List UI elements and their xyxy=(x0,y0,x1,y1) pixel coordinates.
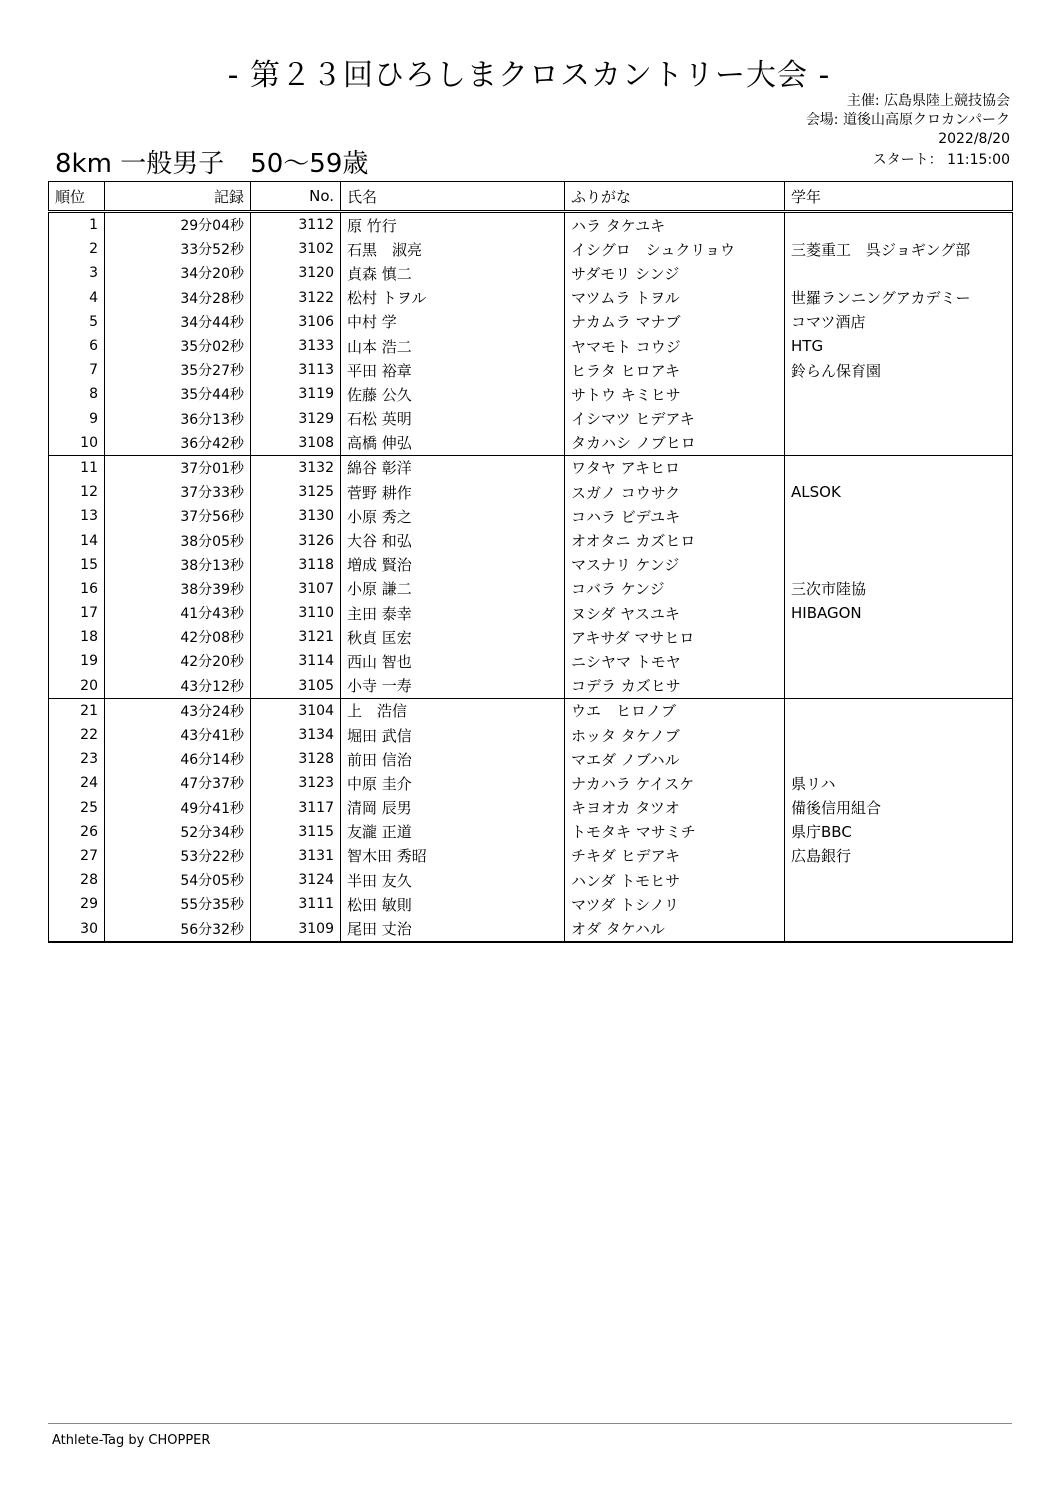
time-cell: 53分22秒 xyxy=(105,844,251,868)
header-name: 氏名 xyxy=(341,182,565,212)
time-cell: 41分43秒 xyxy=(105,601,251,625)
name-cell: 大谷 和弘 xyxy=(341,528,565,552)
table-row xyxy=(49,747,1013,771)
header-no: No. xyxy=(251,182,341,212)
bib-number-cell: 3110 xyxy=(251,601,341,625)
time-cell: 34分28秒 xyxy=(105,286,251,310)
team-cell: HIBAGON xyxy=(785,601,1013,625)
bib-number-cell: 3131 xyxy=(251,844,341,868)
kana-cell: キヨオカ タツオ xyxy=(565,796,785,820)
team-cell xyxy=(785,528,1013,552)
table-row xyxy=(49,674,1013,699)
kana-cell: マスナリ ケンジ xyxy=(565,553,785,577)
team-cell: 三次市陸協 xyxy=(785,577,1013,601)
table-row xyxy=(49,844,1013,868)
kana-cell: ハンダ トモヒサ xyxy=(565,868,785,892)
rank-cell: 16 xyxy=(49,577,105,601)
time-cell: 42分08秒 xyxy=(105,625,251,649)
team-cell xyxy=(785,504,1013,528)
header-rank: 順位 xyxy=(49,182,105,212)
bib-number-cell: 3128 xyxy=(251,747,341,771)
results-table xyxy=(48,181,1013,943)
team-cell xyxy=(785,553,1013,577)
kana-cell: サダモリ シンジ xyxy=(565,261,785,285)
kana-cell: コデラ カズヒサ xyxy=(565,674,785,699)
bib-number-cell: 3121 xyxy=(251,625,341,649)
kana-cell: ニシヤマ トモヤ xyxy=(565,649,785,673)
name-cell: 佐藤 公久 xyxy=(341,382,565,406)
rank-cell: 23 xyxy=(49,747,105,771)
team-cell: コマツ酒店 xyxy=(785,310,1013,334)
rank-cell: 9 xyxy=(49,407,105,431)
name-cell: 菅野 耕作 xyxy=(341,480,565,504)
time-cell: 37分56秒 xyxy=(105,504,251,528)
table-row xyxy=(49,382,1013,406)
rank-cell: 29 xyxy=(49,892,105,916)
time-cell: 36分13秒 xyxy=(105,407,251,431)
table-row xyxy=(49,601,1013,625)
bib-number-cell: 3102 xyxy=(251,237,341,261)
table-row xyxy=(49,358,1013,382)
time-cell: 38分05秒 xyxy=(105,528,251,552)
time-cell: 34分20秒 xyxy=(105,261,251,285)
name-cell: 貞森 慎二 xyxy=(341,261,565,285)
time-cell: 35分44秒 xyxy=(105,382,251,406)
date-text: 2022/8/20 xyxy=(938,131,1010,147)
rank-cell: 21 xyxy=(49,698,105,723)
kana-cell: コバラ ケンジ xyxy=(565,577,785,601)
name-cell: 智木田 秀昭 xyxy=(341,844,565,868)
time-cell: 37分33秒 xyxy=(105,480,251,504)
organizer-text: 主催: 広島県陸上競技協会 xyxy=(846,93,1010,109)
team-cell xyxy=(785,916,1013,941)
name-cell: 尾田 丈治 xyxy=(341,916,565,941)
team-cell xyxy=(785,455,1013,480)
time-cell: 49分41秒 xyxy=(105,796,251,820)
rank-cell: 4 xyxy=(49,286,105,310)
bib-number-cell: 3124 xyxy=(251,868,341,892)
kana-cell: スガノ コウサク xyxy=(565,480,785,504)
name-cell: 清岡 辰男 xyxy=(341,796,565,820)
team-cell: 広島銀行 xyxy=(785,844,1013,868)
rank-cell: 19 xyxy=(49,649,105,673)
rank-cell: 11 xyxy=(49,455,105,480)
bib-number-cell: 3108 xyxy=(251,431,341,456)
table-row xyxy=(49,698,1013,723)
table-row xyxy=(49,796,1013,820)
bib-number-cell: 3133 xyxy=(251,334,341,358)
team-cell xyxy=(785,698,1013,723)
table-row xyxy=(49,480,1013,504)
name-cell: 中原 圭介 xyxy=(341,771,565,795)
rank-cell: 24 xyxy=(49,771,105,795)
rank-cell: 7 xyxy=(49,358,105,382)
team-cell: 県庁BBC xyxy=(785,820,1013,844)
header-time: 記録 xyxy=(105,182,251,212)
name-cell: 前田 信治 xyxy=(341,747,565,771)
kana-cell: ヤマモト コウジ xyxy=(565,334,785,358)
rank-cell: 3 xyxy=(49,261,105,285)
footer-divider xyxy=(48,1423,1012,1424)
team-cell: 鈴らん保育園 xyxy=(785,358,1013,382)
time-cell: 35分02秒 xyxy=(105,334,251,358)
name-cell: 友瀧 正道 xyxy=(341,820,565,844)
time-cell: 43分24秒 xyxy=(105,698,251,723)
bib-number-cell: 3125 xyxy=(251,480,341,504)
rank-cell: 13 xyxy=(49,504,105,528)
rank-cell: 27 xyxy=(49,844,105,868)
bib-number-cell: 3113 xyxy=(251,358,341,382)
bib-number-cell: 3126 xyxy=(251,528,341,552)
bib-number-cell: 3114 xyxy=(251,649,341,673)
time-cell: 33分52秒 xyxy=(105,237,251,261)
table-row xyxy=(49,723,1013,747)
time-cell: 36分42秒 xyxy=(105,431,251,456)
kana-cell: オオタニ カズヒロ xyxy=(565,528,785,552)
category-heading: 8km 一般男子 50～59歳 xyxy=(55,149,369,179)
bib-number-cell: 3115 xyxy=(251,820,341,844)
bib-number-cell: 3106 xyxy=(251,310,341,334)
table-row xyxy=(49,868,1013,892)
table-row xyxy=(49,261,1013,285)
footer-credit: Athlete-Tag by CHOPPER xyxy=(52,1433,211,1448)
bib-number-cell: 3112 xyxy=(251,212,341,238)
name-cell: 上 浩信 xyxy=(341,698,565,723)
rank-cell: 15 xyxy=(49,553,105,577)
name-cell: 松田 敏則 xyxy=(341,892,565,916)
name-cell: 西山 智也 xyxy=(341,649,565,673)
kana-cell: コハラ ビデユキ xyxy=(565,504,785,528)
team-cell xyxy=(785,674,1013,699)
kana-cell: ホッタ タケノブ xyxy=(565,723,785,747)
team-cell xyxy=(785,212,1013,238)
page-title: - 第２３回ひろしまクロスカントリー大会 - xyxy=(227,58,831,93)
table-row xyxy=(49,310,1013,334)
time-cell: 29分04秒 xyxy=(105,212,251,238)
team-cell xyxy=(785,892,1013,916)
table-row xyxy=(49,431,1013,456)
rank-cell: 1 xyxy=(49,212,105,238)
name-cell: 中村 学 xyxy=(341,310,565,334)
bib-number-cell: 3132 xyxy=(251,455,341,480)
name-cell: 原 竹行 xyxy=(341,212,565,238)
rank-cell: 2 xyxy=(49,237,105,261)
bib-number-cell: 3129 xyxy=(251,407,341,431)
results-body xyxy=(49,212,1013,942)
time-cell: 37分01秒 xyxy=(105,455,251,480)
bib-number-cell: 3134 xyxy=(251,723,341,747)
kana-cell: マツダ トシノリ xyxy=(565,892,785,916)
rank-cell: 20 xyxy=(49,674,105,699)
rank-cell: 30 xyxy=(49,916,105,941)
rank-cell: 22 xyxy=(49,723,105,747)
time-cell: 55分35秒 xyxy=(105,892,251,916)
bib-number-cell: 3118 xyxy=(251,553,341,577)
rank-cell: 14 xyxy=(49,528,105,552)
bib-number-cell: 3130 xyxy=(251,504,341,528)
kana-cell: イシマツ ヒデアキ xyxy=(565,407,785,431)
time-cell: 34分44秒 xyxy=(105,310,251,334)
rank-cell: 18 xyxy=(49,625,105,649)
team-cell xyxy=(785,407,1013,431)
name-cell: 松村 トヲル xyxy=(341,286,565,310)
table-row xyxy=(49,286,1013,310)
team-cell xyxy=(785,747,1013,771)
table-header-row xyxy=(49,182,1013,212)
time-cell: 46分14秒 xyxy=(105,747,251,771)
table-row xyxy=(49,553,1013,577)
bib-number-cell: 3120 xyxy=(251,261,341,285)
team-cell: HTG xyxy=(785,334,1013,358)
time-cell: 38分13秒 xyxy=(105,553,251,577)
time-cell: 43分12秒 xyxy=(105,674,251,699)
name-cell: 増成 賢治 xyxy=(341,553,565,577)
team-cell xyxy=(785,382,1013,406)
name-cell: 山本 浩二 xyxy=(341,334,565,358)
name-cell: 石黒 淑亮 xyxy=(341,237,565,261)
team-cell: 備後信用組合 xyxy=(785,796,1013,820)
time-cell: 42分20秒 xyxy=(105,649,251,673)
rank-cell: 10 xyxy=(49,431,105,456)
kana-cell: ハラ タケユキ xyxy=(565,212,785,238)
bib-number-cell: 3107 xyxy=(251,577,341,601)
table-row xyxy=(49,892,1013,916)
rank-cell: 5 xyxy=(49,310,105,334)
table-row xyxy=(49,771,1013,795)
time-cell: 52分34秒 xyxy=(105,820,251,844)
time-cell: 38分39秒 xyxy=(105,577,251,601)
table-row xyxy=(49,820,1013,844)
bib-number-cell: 3123 xyxy=(251,771,341,795)
rank-cell: 6 xyxy=(49,334,105,358)
name-cell: 綿谷 彰洋 xyxy=(341,455,565,480)
header-team: 学年 xyxy=(785,182,1013,212)
bib-number-cell: 3117 xyxy=(251,796,341,820)
kana-cell: ヌシダ ヤスユキ xyxy=(565,601,785,625)
time-cell: 35分27秒 xyxy=(105,358,251,382)
team-cell xyxy=(785,649,1013,673)
kana-cell: チキダ ヒデアキ xyxy=(565,844,785,868)
name-cell: 石松 英明 xyxy=(341,407,565,431)
table-row xyxy=(49,407,1013,431)
kana-cell: ウエ ヒロノブ xyxy=(565,698,785,723)
table-row xyxy=(49,916,1013,941)
team-cell xyxy=(785,723,1013,747)
team-cell xyxy=(785,868,1013,892)
kana-cell: ナカムラ マナブ xyxy=(565,310,785,334)
kana-cell: アキサダ マサヒロ xyxy=(565,625,785,649)
start-time-text: スタート： 11:15:00 xyxy=(872,152,1010,168)
name-cell: 堀田 武信 xyxy=(341,723,565,747)
kana-cell: オダ タケハル xyxy=(565,916,785,941)
bib-number-cell: 3105 xyxy=(251,674,341,699)
table-row xyxy=(49,334,1013,358)
team-cell xyxy=(785,261,1013,285)
kana-cell: ヒラタ ヒロアキ xyxy=(565,358,785,382)
kana-cell: ナカハラ ケイスケ xyxy=(565,771,785,795)
name-cell: 小寺 一寿 xyxy=(341,674,565,699)
table-row xyxy=(49,625,1013,649)
kana-cell: タカハシ ノブヒロ xyxy=(565,431,785,456)
rank-cell: 26 xyxy=(49,820,105,844)
bib-number-cell: 3111 xyxy=(251,892,341,916)
team-cell: 世羅ランニングアカデミー xyxy=(785,286,1013,310)
name-cell: 主田 泰幸 xyxy=(341,601,565,625)
team-cell: ALSOK xyxy=(785,480,1013,504)
team-cell: 三菱重工 呉ジョギング部 xyxy=(785,237,1013,261)
rank-cell: 28 xyxy=(49,868,105,892)
name-cell: 小原 秀之 xyxy=(341,504,565,528)
kana-cell: マエダ ノブハル xyxy=(565,747,785,771)
rank-cell: 25 xyxy=(49,796,105,820)
table-row xyxy=(49,455,1013,480)
rank-cell: 8 xyxy=(49,382,105,406)
bib-number-cell: 3104 xyxy=(251,698,341,723)
time-cell: 56分32秒 xyxy=(105,916,251,941)
bib-number-cell: 3122 xyxy=(251,286,341,310)
team-cell: 県リハ xyxy=(785,771,1013,795)
table-row xyxy=(49,649,1013,673)
header-kana: ふりがな xyxy=(565,182,785,212)
team-cell xyxy=(785,625,1013,649)
name-cell: 平田 裕章 xyxy=(341,358,565,382)
table-row xyxy=(49,212,1013,238)
name-cell: 高橋 伸弘 xyxy=(341,431,565,456)
kana-cell: ワタヤ アキヒロ xyxy=(565,455,785,480)
name-cell: 半田 友久 xyxy=(341,868,565,892)
rank-cell: 12 xyxy=(49,480,105,504)
time-cell: 54分05秒 xyxy=(105,868,251,892)
venue-text: 会場: 道後山高原クロカンパーク xyxy=(805,112,1010,128)
time-cell: 47分37秒 xyxy=(105,771,251,795)
kana-cell: イシグロ シュクリョウ xyxy=(565,237,785,261)
kana-cell: マツムラ トヲル xyxy=(565,286,785,310)
table-row xyxy=(49,577,1013,601)
name-cell: 秋貞 匡宏 xyxy=(341,625,565,649)
rank-cell: 17 xyxy=(49,601,105,625)
bib-number-cell: 3109 xyxy=(251,916,341,941)
name-cell: 小原 謙二 xyxy=(341,577,565,601)
table-row xyxy=(49,237,1013,261)
time-cell: 43分41秒 xyxy=(105,723,251,747)
kana-cell: トモタキ マサミチ xyxy=(565,820,785,844)
team-cell xyxy=(785,431,1013,456)
kana-cell: サトウ キミヒサ xyxy=(565,382,785,406)
table-row xyxy=(49,504,1013,528)
table-row xyxy=(49,528,1013,552)
bib-number-cell: 3119 xyxy=(251,382,341,406)
event-meta xyxy=(806,92,1010,170)
